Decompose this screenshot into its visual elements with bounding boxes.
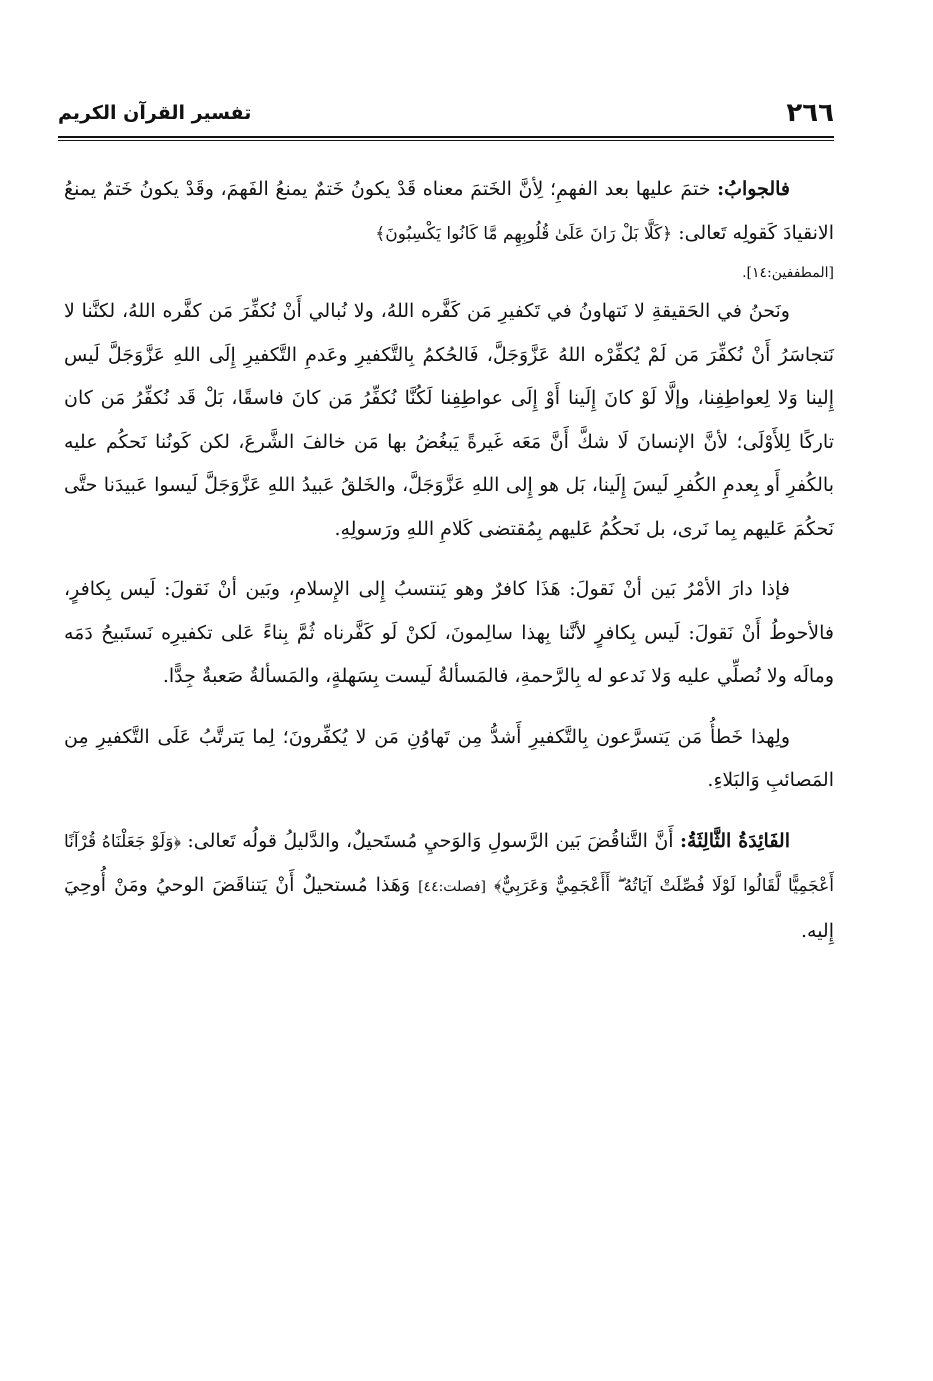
page-body	[64, 168, 834, 953]
paragraph-haste: ولِهذا خَطأُ مَن يَتسرَّعون بِالتَّكفيرِ أَشدُّ مِن تَهاوُنِ مَن لا يُكفِّرونَ؛ لِما يَترتَّبُ عَلَى التَّكفيرِ مِن المَصائبِ وَالبَلاءِ.	[64, 725, 834, 791]
answer-lead: فالجوابُ:	[717, 178, 790, 200]
quran-verse-mutaffifin: ﴿كَلَّا بَلْ رَانَ عَلَىٰ قُلُوبِهِم مَّا كَانُوا يَكْسِبُونَ﴾	[375, 223, 673, 244]
citation-mutaffifin	[64, 256, 834, 290]
running-title: تفسير القرآن الكريم	[58, 102, 252, 124]
citation-fussilat: [فصلت:٤٤]	[418, 879, 486, 895]
paragraph-third-benefit	[64, 820, 834, 954]
page-number: ٢٦٦	[786, 98, 834, 128]
third-benefit-lead: الفَائِدَةُ الثَّالِثَةُ:	[680, 829, 790, 852]
header-rule-thin	[58, 140, 834, 141]
third-benefit-conclusion: وَهَذا مُستحيلٌ أَنْ يَتناقَضَ الوحيُ ومَنْ أُوحِيَ إِليه.	[64, 874, 834, 942]
page-header	[58, 96, 834, 136]
paragraph-takfir: ونَحنُ في الحَقيقةِ لا نَتهاونُ في تَكفيرِ مَن كَفَّره اللهُ، ولا نُبالي أَنْ نُكفِّرَ مَن كفَّره اللهُ، لكنَّنا لا نَتجاسَرُ أَنْ نُكفِّرَ مَن لَمْ يُكفِّرْه اللهُ عَزَّوَجَلَّ، فَالحُكمُ بِالتَّكفيرِ وعَدمِ التَّكفيرِ إِلَى اللهِ عَزَّوَجَلَّ لَيس إِلينا وَلا لِعواطِفِنا، وإلَّا لَوْ كانَ إِلَينا أَوْ إِلَى عواطِفِنا لَكُنَّا نُكفِّرُ مَن كانَ فاسقًا، بَلْ قَد نُكفِّرُ مَن كان تاركًا لِلأَوْلَى؛ لأنَّ الإنسانَ لَا شكَّ أَنَّ مَعَه غَيرةً يَبغُضُ بها مَن خالفَ الشَّرعَ، لكن كَونُنا نَحكُم عليه بالكُفرِ أَو بِعدمِ الكُفرِ لَيسَ إِلَينا، بَل هو إِلى اللهِ عَزَّوَجَلَّ، والخَلقُ عَبيدُ اللهِ عَزَّوَجَلَّ لَيسوا عَبيدَنا حتَّى نَحكُمَ عَليهم بِما نَرى، بل نَحكُمُ عَليهم بِمُقتضى كَلامِ اللهِ ورَسولِهِ.	[64, 300, 834, 540]
third-benefit-text: أَنَّ التَّناقُضَ بَين الرَّسولِ وَالوَحيِ مُستَحيلٌ، والدَّليلُ قولُه تَعالى:	[180, 829, 680, 852]
quran-verse-fussilat: ﴿وَلَوْ جَعَلْنَاهُ قُرْآنًا أَعْجَمِيًّا لَّقَالُوا لَوْلَا فُصِّلَتْ آيَاتُهُ ۖ أَأَعْجَمِيٌّ وَعَرَبِيٌّ﴾	[64, 831, 834, 896]
paragraph-answer	[64, 168, 834, 256]
header-rule	[58, 136, 834, 138]
answer-text: ختمَ عليها بعد الفهمِ؛ لِأنَّ الخَتمَ معناه قَدْ يكونُ خَتمٌ يمنعُ الفَهمَ، وقَدْ يكونُ خَتمٌ يمنعُ الانقيادَ كَقولِه تَعالى:	[64, 178, 834, 244]
citation-mutaffifin-text: [المطففين:١٤].	[742, 265, 834, 281]
paragraph-caution: فإذا دارَ الأمْرُ بَين أنْ نَقولَ: هَذَا كافرٌ وهو يَنتسبُ إِلى الإِسلامِ، وبَين أنْ نَقولَ: لَيس بِكافرٍ، فالأحوطُ أَنْ نَقولَ: لَيس بِكافرٍ لأنَّنا بِهذا سالِمونَ، لَكنْ لَو كَفَّرناه ثُمَّ بِناءً عَلى تكفيرِه نَستَبيحُ دَمَه ومالَه ولا نُصلِّي عليه وَلا نَدعو له بِالرَّحمةِ، فالمَسألةُ لَيست بِسَهلةٍ، والمَسألةُ صَعبةٌ جِدًّا.	[64, 578, 834, 687]
